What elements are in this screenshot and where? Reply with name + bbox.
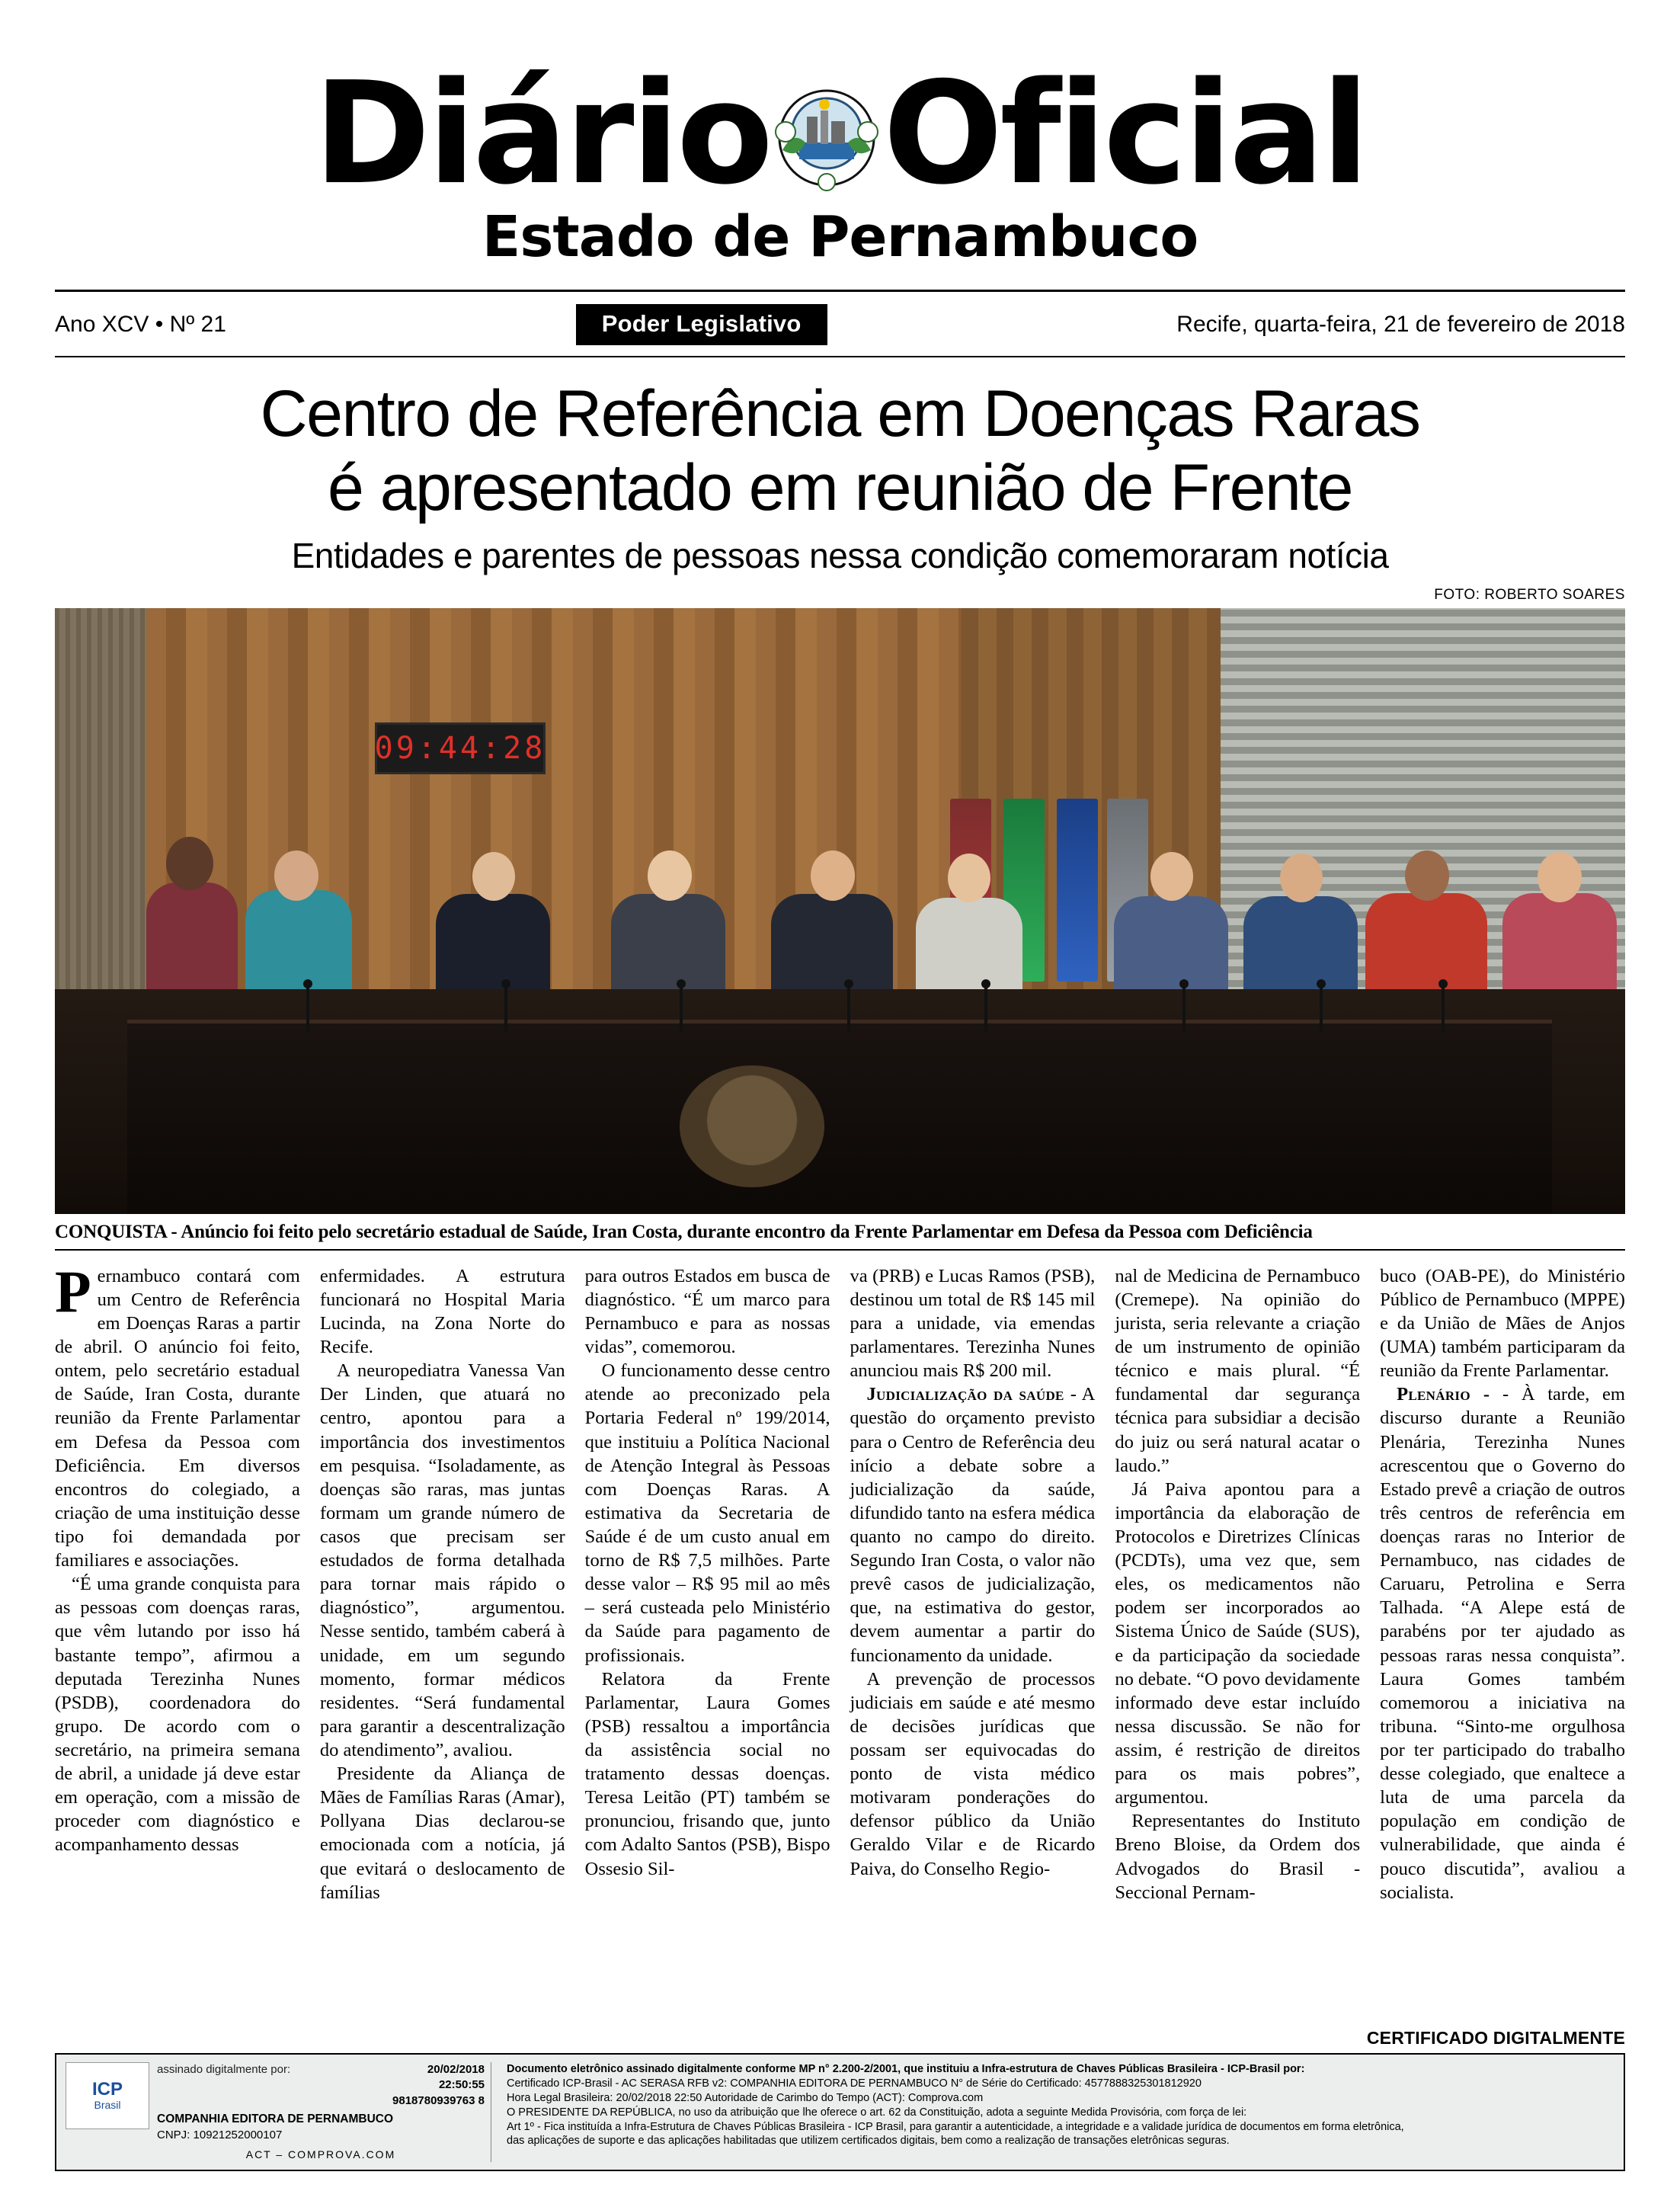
flag-pernambuco — [1057, 799, 1098, 982]
paragraph: O funcionamento desse centro atende ao preconizado pela Portaria Federal nº 199/2014, que instituiu a Política Nacional de Atenção Integral às Pessoas com Doenças Raras. A estimativa da Secretaria de Saúde é de um custo anual em torno de R$ 7,5 milhões. Parte desse valor – R$ 95 mil ao mês – será custeada pelo Ministério da Saúde para pagamento de profissionais. — [584, 1360, 830, 1666]
paragraph: Já Paiva apontou para a importância da elaboração de Protocolos e Diretrizes Clínicas (PCDTs), uma vez que, sem eles, os medicamentos não podem ser incorporados ao Sistema Único de Saúde (SUS), e da participação da sociedade no debate. “O povo devidamente informado deve estar incluído nessa discussão. Se não for assim, é restrição de direitos para os mais pobres”, argumentou. — [1115, 1478, 1361, 1808]
certificate-box — [55, 2053, 1625, 2171]
masthead-word-oficial: Oficial — [883, 51, 1367, 216]
section-subheading: Plenário - — [1397, 1384, 1490, 1405]
microphone — [1320, 987, 1323, 1033]
masthead-subtitle: Estado de Pernambuco — [482, 204, 1198, 271]
paragraph: nal de Medicina de Pernambuco (Cremepe). Na opinião do jurista, seria relevante a criação de um instrumento de opinião técnico e mais plural. “É fundamental dar segurança técnica para subsidiar a decisão do juiz ou será natural acatar o laudo.” — [1115, 1265, 1361, 1476]
paragraph: Relatora da Frente Parlamentar, Laura Gomes (PSB) ressaltou a importância da assistência social no tratamento dessas doenças. Teresa Leitão (PT) também se pronunciou, frisando que, junto com Adalto Santos (PSB), Bispo Ossesio Sil- — [584, 1668, 830, 1879]
paragraph — [850, 1382, 1095, 1667]
photo-caption: CONQUISTA - Anúncio foi feito pelo secretário estadual de Saúde, Iran Costa, durante encontro da Frente Parlamentar em Defesa da Pessoa com Deficiência — [55, 1214, 1625, 1251]
clock-value: 09:44:28 — [374, 730, 546, 766]
signature-act-line: ACT – COMPROVA.COM — [245, 2148, 396, 2161]
certificate-text — [499, 2062, 1614, 2162]
person-head — [472, 852, 515, 901]
certificate-line: Art 1º - Fica instituída a Infra-Estrutura de Chaves Públicas Brasileira - ICP Brasil, para garantir a autenticidade, a integridade e a validade jurídica de documentos em forma eletrônica, — [507, 2120, 1404, 2133]
paragraph — [55, 1257, 300, 1572]
paragraph-text: - A questão do orçamento previsto para o Centro de Referência deu início a debate sobre a judicialização da saúde, difundido tanto na esfera médica quanto no campo do direito. Segundo Iran Costa, o valor não prevê casos de judicialização, que, na estimativa do gestor, devem aumentar a partir do funcionamento da unidade. — [850, 1384, 1096, 1666]
article-column-1 — [55, 1257, 300, 1904]
paragraph: A neuropediatra Vanessa Van Der Linden, que atuará no centro, apontou para a importância dos investimentos em pesquisa. “Isoladamente, as doenças são raras, mas juntas formam um grande número de casos que precisam ser estudados de forma detalhada para tornar mais rápido o diagnóstico”, argumentou. Nesse sentido, também caberá à unidade, em um segundo momento, formar médicos residentes. “Será fundamental para garantir a descentralização do atendimento”, avaliou. — [319, 1360, 565, 1760]
lead-photo — [55, 608, 1625, 1214]
signature-block — [157, 2062, 491, 2162]
person-head — [1280, 854, 1323, 902]
person-head — [1405, 850, 1449, 901]
signature-cnpj: CNPJ: 10921252000107 — [157, 2128, 283, 2141]
digital-certificate-footer — [55, 2028, 1625, 2171]
paragraph-text: ernambuco contará com um Centro de Referência em Doenças Raras a partir de abril. O anúncio foi feito, ontem, pelo secretário estadual de Saúde, Iran Costa, durante reunião da Frente Parlamentar em Defesa da Pessoa com Deficiência. Em diversos encontros do colegiado, a criação de uma instituição desse tipo foi demandada por familiares e associações. — [55, 1265, 300, 1571]
paragraph-text: - À tarde, em discurso durante a Reunião Plenária, Terezinha Nunes acrescentou que o Governo do Estado prevê a criação de outros três centros de referência em doenças raras no Interior de Pernambuco, nas cidades de Caruaru, Petrolina e Serra Talhada. “A Alepe está de parabéns por ter ajudado as pessoas raras nessa conquista”. Laura Gomes também comemorou a iniciativa na tribuna. “Sinto-me orgulhosa por ter participado do trabalho desse colegiado, que enaltece a luta de uma parcela da população em condição de vulnerabilidade, que ainda é pouco discutida”, avaliou a socialista. — [1380, 1384, 1625, 1903]
microphone — [1442, 987, 1445, 1033]
photo-wall-left — [55, 608, 146, 1035]
person-head — [166, 837, 213, 890]
photo-credit: FOTO: ROBERTO SOARES — [1434, 586, 1625, 603]
paragraph: buco (OAB-PE), do Ministério Público de Pernambuco (MPPE) e da União de Mães de Anjos (UMA) também participaram da reunião da Frente Parlamentar. — [1380, 1265, 1625, 1382]
headline-line-2: é apresentado em reunião de Frente — [327, 450, 1353, 524]
certificate-line: Hora Legal Brasileira: 20/02/2018 22:50 Autoridade de Carimbo do Tempo (ACT): Comprova.com — [507, 2091, 984, 2104]
issue-date: Recife, quarta-feira, 21 de fevereiro de 2018 — [1176, 312, 1625, 338]
microphone — [984, 987, 987, 1033]
icp-logo-top: ICP — [91, 2079, 123, 2100]
paragraph: Presidente da Aliança de Mães de Famílias Raras (Amar), Pollyana Dias declarou-se emocionada com a notícia, já que evitará o deslocamento de famílias — [319, 1763, 565, 1903]
person-head — [1538, 852, 1582, 902]
photo-table-front — [127, 1020, 1552, 1214]
paragraph: para outros Estados em busca de diagnóstico. “É um marco para Pernambuco e para as nossas vidas”, comemorou. — [584, 1265, 830, 1358]
masthead — [55, 0, 1625, 270]
certificate-line: Documento eletrônico assinado digitalmente conforme MP n° 2.200-2/2001, que instituiu a Infra-estrutura de Chaves Públicas Brasileira - ICP-Brasil por: — [507, 2063, 1305, 2076]
signature-time: 22:50:55 — [438, 2078, 485, 2092]
article-column-3 — [585, 1264, 830, 1904]
signature-company: COMPANHIA EDITORA DE PERNAMBUCO — [157, 2112, 394, 2125]
session-clock-display — [375, 722, 546, 774]
microphone — [680, 987, 683, 1033]
person-head — [948, 854, 990, 902]
paragraph: va (PRB) e Lucas Ramos (PSB), destinou um total de R$ 145 mil para a unidade, via emendas parlamentares. Terezinha Nunes anunciou mais R$ 200 mil. — [850, 1265, 1096, 1382]
drop-cap: P — [55, 1257, 91, 1325]
paragraph: enfermidades. A estrutura funcionará no Hospital Maria Lucinda, na Zona Norte do Recife. — [319, 1265, 565, 1358]
page-title — [55, 357, 1625, 524]
signature-row-date — [157, 2062, 485, 2077]
microphone — [504, 987, 507, 1033]
article-body — [55, 1251, 1625, 1904]
paragraph — [1380, 1382, 1625, 1904]
article-column-4 — [850, 1264, 1095, 1904]
headline-subtitle: Entidades e parentes de pessoas nessa condição comemoraram notícia — [291, 535, 1389, 575]
article-column-5 — [1115, 1264, 1360, 1904]
photo-table-emblem — [680, 1065, 824, 1187]
icp-logo-bottom: Brasil — [94, 2099, 121, 2112]
person-head — [648, 850, 692, 901]
article-column-2 — [320, 1264, 565, 1904]
signature-number: 9818780939763 8 — [392, 2093, 485, 2107]
paragraph: “É uma grande conquista para as pessoas com doenças raras, que vêm lutando por isso há bastante tempo”, afirmou a deputada Terezinha Nunes (PSDB), coordenadora do grupo. De acordo com o secretário, na primeira semana de abril, a unidade já deve estar em operação, com a missão de proceder com diagnóstico e acompanhamento dessas — [55, 1574, 300, 1856]
microphone — [847, 987, 850, 1033]
signature-row-number — [157, 2093, 485, 2109]
paragraph: A prevenção de processos judiciais em saúde e até mesmo de decisões jurídicas que possam ser equivocadas do ponto de vista médico motivaram ponderações do defensor público da União Geraldo Vilar e de Ricardo Paiva, do Conselho Regio- — [850, 1668, 1096, 1879]
masthead-word-diario: Diário — [313, 51, 771, 216]
certificate-line: O PRESIDENTE DA REPÚBLICA, no uso da atribuição que lhe oferece o art. 62 da Constituição, adota a seguinte Medida Provisória, com força de lei: — [507, 2106, 1247, 2119]
signature-date: 20/02/2018 — [427, 2063, 485, 2077]
certificate-line: Certificado ICP-Brasil - AC SERASA RFB v2: COMPANHIA EDITORA DE PERNAMBUCO N° de Série do Certificado: 4577888325301812920 — [507, 2077, 1202, 2090]
microphone — [306, 987, 309, 1033]
signature-row-time — [157, 2077, 485, 2093]
paragraph: Representantes do Instituto Breno Bloise, da Ordem dos Advogados do Brasil - Seccional Pernam- — [1115, 1811, 1361, 1903]
masthead-title — [55, 51, 1625, 216]
icp-brasil-logo-icon — [66, 2062, 149, 2129]
person-head — [1150, 852, 1193, 901]
section-subheading: Judicialização da saúde — [866, 1384, 1064, 1405]
article-column-6 — [1380, 1264, 1625, 1904]
signed-by-label: assinado digitalmente por: — [157, 2063, 291, 2077]
pernambuco-coat-of-arms-icon — [766, 77, 888, 199]
certificate-line: das aplicações de suporte e das aplicações habilitadas que utilizem certificados digitais, bem como a realização de transações eletrônicas seguras. — [507, 2135, 1230, 2148]
issue-infobar — [55, 292, 1625, 356]
microphone — [1182, 987, 1186, 1033]
issue-number: Ano XCV • Nº 21 — [55, 312, 226, 338]
person-head — [811, 850, 855, 901]
headline-line-1: Centro de Referência em Doenças Raras — [260, 377, 1420, 451]
person-head — [274, 850, 318, 901]
certificate-title: CERTIFICADO DIGITALMENTE — [1366, 2028, 1625, 2048]
section-badge: Poder Legislativo — [576, 304, 827, 345]
